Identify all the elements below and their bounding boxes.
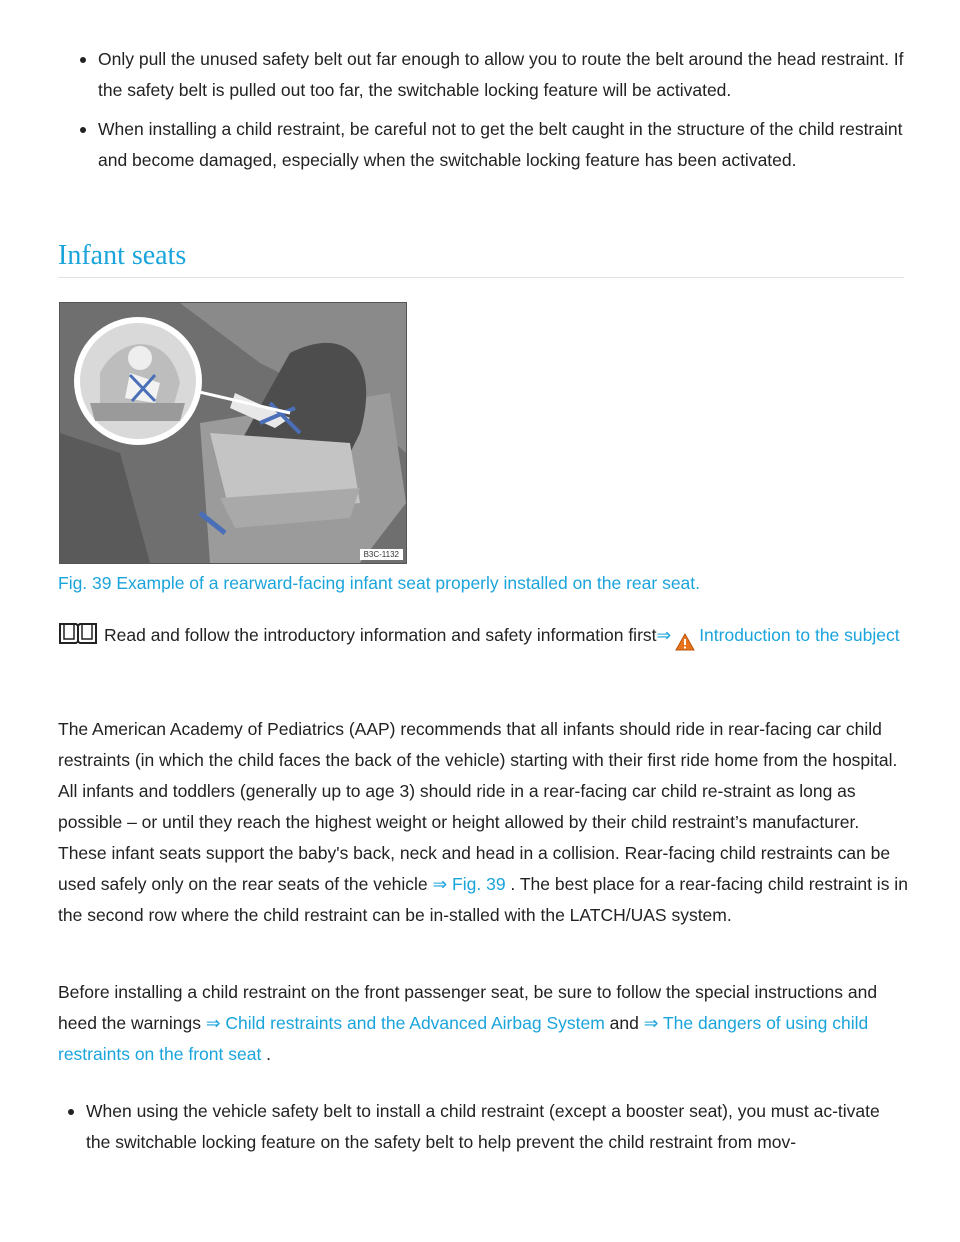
paragraph-text: Before installing a child restraint on the front passenger seat, be sure to follow the special instructions and heed the warnings bbox=[58, 982, 878, 1033]
note-arrow: ⇒ bbox=[656, 625, 672, 645]
fig-39-link[interactable]: ⇒ Fig. 39 bbox=[432, 874, 506, 894]
paragraph-text: . bbox=[261, 1044, 272, 1064]
heading-divider bbox=[58, 277, 904, 278]
bullet-dot bbox=[80, 57, 86, 63]
figure-image bbox=[59, 302, 407, 564]
paragraph-text: . The best place for a rear-facing child restraint is in the second row where the child restraint can be in-stalled with the LATCH/UAS system. bbox=[58, 874, 908, 925]
bullet-dot bbox=[80, 127, 86, 133]
infant-seat-illustration bbox=[60, 303, 406, 563]
intro-link[interactable]: Introduction to the subject bbox=[699, 625, 900, 645]
paragraph-front-seat bbox=[58, 977, 908, 1070]
list-item bbox=[58, 114, 908, 176]
list-item-text: When using the vehicle safety belt to install a child restraint (except a booster seat), you must ac-tivate the switchable locking feature on the safety belt to help prevent the child restraint from mov- bbox=[86, 1101, 880, 1152]
bullet-list-bottom bbox=[46, 1096, 896, 1158]
figure-caption: Fig. 39 Example of a rearward-facing infant seat properly installed on the rear seat. bbox=[58, 573, 701, 593]
note-text: Read and follow the introductory information and safety information first bbox=[104, 625, 657, 645]
figure-code: B3C-1132 bbox=[360, 549, 403, 560]
list-item bbox=[46, 1096, 896, 1158]
bullet-dot bbox=[68, 1109, 74, 1115]
safety-note bbox=[58, 620, 908, 661]
section-heading: Infant seats bbox=[58, 240, 187, 271]
list-item-text: Only pull the unused safety belt out far enough to allow you to route the belt around the head restraint. If the safety belt is pulled out too far, the switchable locking feature will be activated. bbox=[98, 49, 904, 100]
bullet-list-top bbox=[58, 44, 908, 176]
paragraph-aap bbox=[58, 714, 908, 931]
front-seat-dangers-link[interactable]: ⇒ The dangers of using child restraints on the front seat bbox=[58, 1013, 869, 1064]
paragraph-text: and bbox=[604, 1013, 644, 1033]
warning-icon bbox=[675, 630, 695, 661]
airbag-system-link[interactable]: ⇒ Child restraints and the Advanced Airbag System bbox=[205, 1013, 605, 1033]
list-item bbox=[58, 44, 908, 106]
list-item-text: When installing a child restraint, be careful not to get the belt caught in the structure of the child restraint and become damaged, especially when the switchable locking feature has been activated. bbox=[98, 119, 903, 170]
book-icon bbox=[58, 621, 98, 655]
paragraph-text: The American Academy of Pediatrics (AAP) recommends that all infants should ride in rear-facing car child restraints (in which the child faces the back of the vehicle) starting with their first ride home from the hospital. All infants and toddlers (generally up to age 3) should ride in a rear-facing car child re-straint as long as possible – or until they reach the highest weight or height allowed by their child restraint’s manufacturer. These infant seats support the baby's back, neck and head in a collision. Rear-facing child restraints can be used safely only on the rear seats of the vehicle bbox=[58, 719, 898, 894]
